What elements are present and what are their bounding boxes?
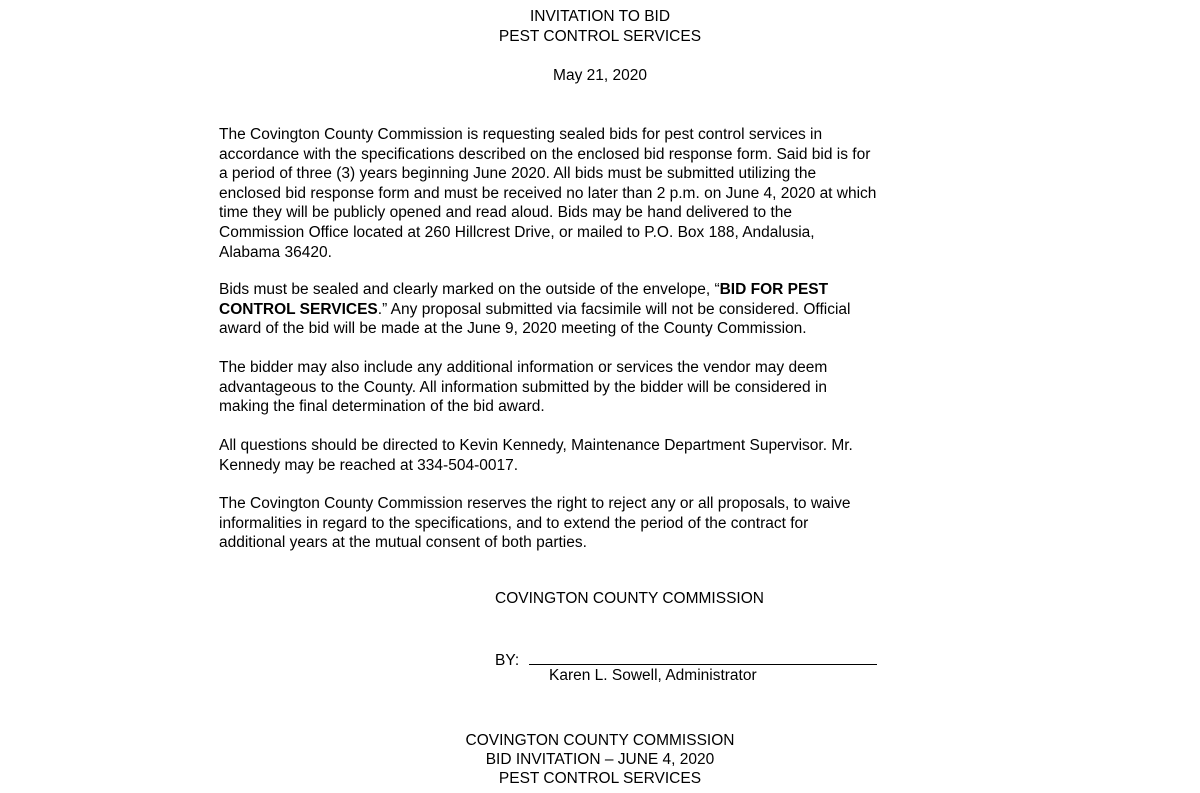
paragraph-sealed-bids (219, 280, 939, 339)
text-line: Alabama 36420. (219, 243, 332, 261)
paragraph-questions (219, 436, 939, 475)
text-line: The Covington County Commission is requesting sealed bids for pest control services in (219, 126, 823, 143)
text-line: Kennedy may be reached at 334-504-0017. (219, 456, 519, 474)
text-line: All questions should be directed to Kevin Kennedy, Maintenance Department Supervisor. Mr. (219, 437, 853, 454)
footer-bid-invitation: BID INVITATION – JUNE 4, 2020 (485, 751, 715, 768)
bold-label: BID FOR PEST (719, 281, 829, 298)
text-segment: Bids must be sealed and clearly marked on the outside of the envelope, “ (219, 281, 720, 298)
paragraph-reservations (219, 494, 939, 553)
document-subtitle: PEST CONTROL SERVICES (498, 28, 702, 45)
signer-name: Karen L. Sowell, Administrator (549, 667, 757, 684)
document-date: May 21, 2020 (553, 67, 647, 84)
text-line: The bidder may also include any additional information or services the vendor may deem (219, 359, 828, 376)
paragraph-bid-request (219, 125, 939, 262)
text-line: making the final determination of the bid award. (219, 398, 545, 416)
bold-label: CONTROL SERVICES (219, 300, 378, 318)
text-line: The Covington County Commission reserves the right to reject any or all proposals, to waive (219, 495, 851, 512)
text-line: accordance with the specifications described on the enclosed bid response form. Said bid is for (219, 145, 871, 163)
text-line: time they will be publicly opened and read aloud. Bids may be hand delivered to the (219, 204, 793, 222)
text-line: award of the bid will be made at the June 9, 2020 meeting of the County Commission. (219, 320, 807, 338)
document-title: INVITATION TO BID (529, 8, 671, 25)
signature-organization: COVINGTON COUNTY COMMISSION (495, 590, 764, 607)
text-line: Commission Office located at 260 Hillcrest Drive, or mailed to P.O. Box 188, Andalusia, (219, 223, 815, 241)
footer-service: PEST CONTROL SERVICES (498, 770, 702, 787)
text-segment: .” Any proposal submitted via facsimile will not be considered. Official (377, 300, 851, 318)
text-line: advantageous to the County. All information submitted by the bidder will be considered in (219, 378, 828, 396)
text-line (219, 300, 939, 320)
text-line: additional years at the mutual consent of both parties. (219, 534, 587, 552)
text-line: informalities in regard to the specifications, and to extend the period of the contract for (219, 514, 809, 532)
text-line (219, 280, 939, 300)
paragraph-additional-info (219, 358, 939, 417)
text-line: enclosed bid response form and must be received no later than 2 p.m. on June 4, 2020 at which (219, 184, 877, 202)
signature-line (529, 648, 877, 665)
signature-by-label: BY: (495, 652, 520, 669)
footer-organization: COVINGTON COUNTY COMMISSION (465, 732, 735, 749)
text-line: a period of three (3) years beginning June 2020. All bids must be submitted utilizing the (219, 165, 817, 183)
